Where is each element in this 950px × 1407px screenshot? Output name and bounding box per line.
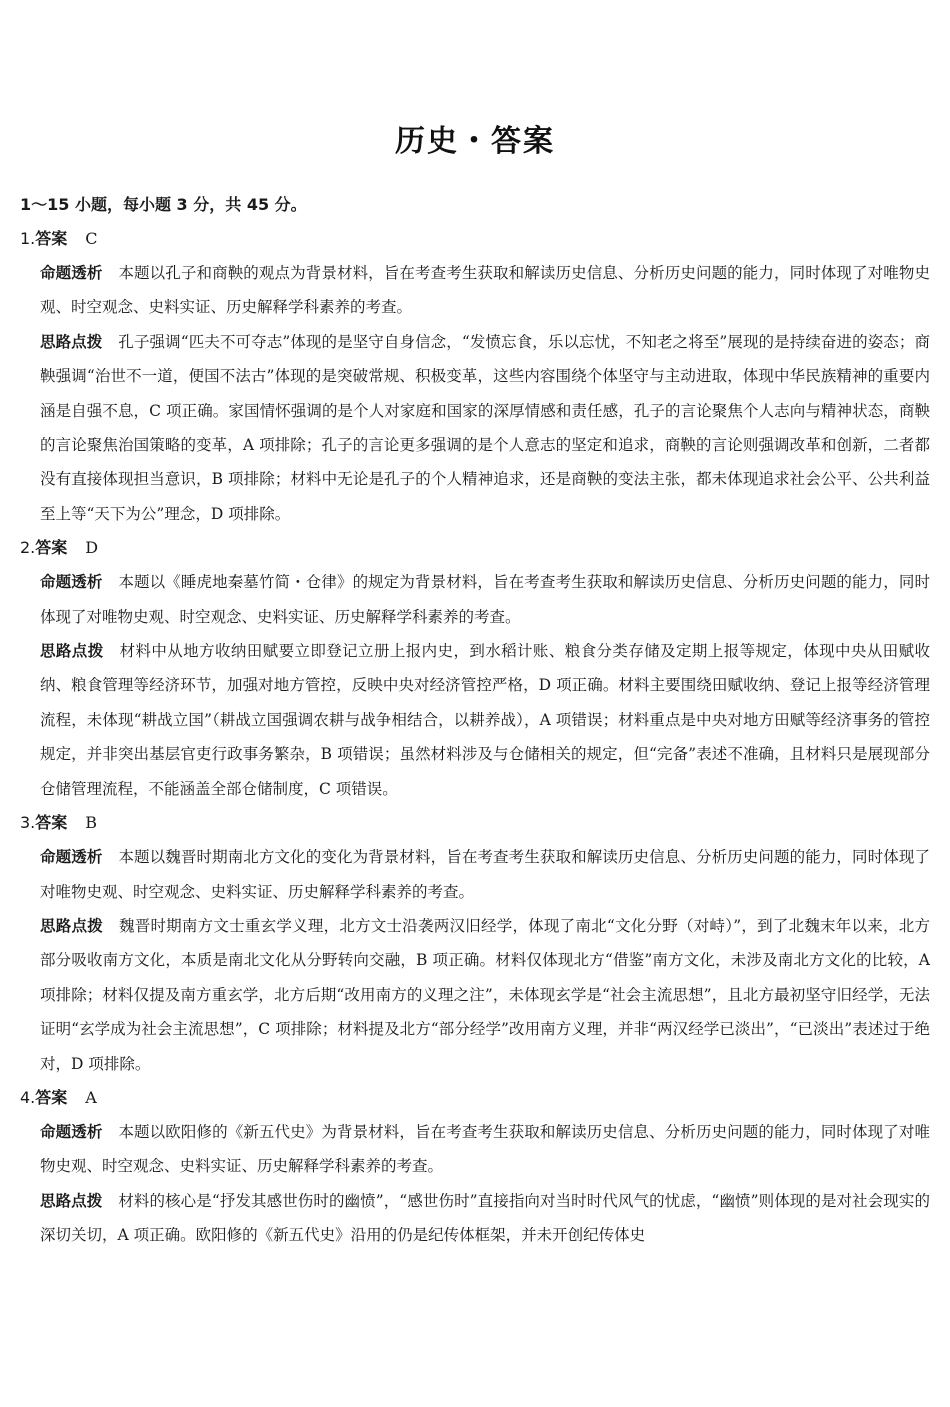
section-intro: 1～15 小题，每小题 3 分，共 45 分。: [20, 195, 307, 214]
tips-text: 孔子强调“匹夫不可夺志”体现的是坚守自身信念，“发愤忘食，乐以忘忧，不知老之将至”展现的是持续奋进的姿态；商鞅强调“治世不一道，便国不法古”体现的是突破常规、积极变革，这些内容围绕个体坚守与主动进取，体现中华民族精神的重要内涵是自强不息，C 项正确。家国情怀强调的是个人对家庭和国家的深厚情感和责任感，孔子的言论聚焦个人志向与精神状态，商鞅的言论聚焦治国策略的变革，A 项排除；孔子的言论更多强调的是个人意志的坚定和追求，商鞅的言论则强调改革和创新，二者都没有直接体现担当意识，B 项排除；材料中无论是孔子的个人精神追求，还是商鞅的变法主张，都未体现追求社会公平、公共利益至上等“天下为公”理念，D 项排除。: [40, 332, 930, 523]
answer-value: D: [85, 538, 99, 558]
tips-paragraph: [20, 325, 930, 531]
answer-label: 答案: [35, 229, 68, 248]
analysis-text: 本题以孔子和商鞅的观点为背景材料，旨在考查考生获取和解读历史信息、分析历史问题的能力，同时体现了对唯物史观、时空观念、史料实证、历史解释学科素养的考查。: [40, 264, 930, 317]
analysis-text: 本题以欧阳修的《新五代史》为背景材料，旨在考查考生获取和解读历史信息、分析历史问题的能力，同时体现了对唯物史观、时空观念、史料实证、历史解释学科素养的考查。: [40, 1122, 930, 1176]
analysis-label: 命题透析: [40, 573, 103, 592]
answer-label: 答案: [35, 1087, 68, 1107]
analysis-label: 命题透析: [40, 848, 103, 867]
tips-text: 魏晋时期南方文士重玄学义理，北方文士沿袭两汉旧经学，体现了南北“文化分野（对峙）”，到了北魏末年以来，北方部分吸收南方文化，本质是南北文化从分野转向交融，B 项正确。材料仅体现北方“借鉴”南方文化，未涉及南北方文化的比较，A 项排除；材料仅提及南方重玄学，北方后期“改用南方的义理之注”，未体现玄学是“社会主流思想”，且北方最初坚守旧经学，无法证明“玄学成为社会主流思想”，C 项排除；材料提及北方“部分经学”改用南方义理，并非“两汉经学已淡出”，“已淡出”表述过于绝对，D 项排除。: [40, 916, 930, 1073]
tips-paragraph: [20, 909, 930, 1081]
analysis-text: 本题以魏晋时期南北方文化的变化为背景材料，旨在考查考生获取和解读历史信息、分析历史问题的能力，同时体现了对唯物史观、时空观念、史料实证、历史解释学科素养的考查。: [40, 848, 930, 901]
tips-label: 思路点拨: [40, 1191, 103, 1210]
answer-value: C: [85, 229, 98, 248]
answer-list: [20, 222, 930, 1253]
tips-label: 思路点拨: [40, 642, 104, 661]
analysis-label: 命题透析: [40, 264, 103, 282]
question-number: 4.: [20, 1087, 36, 1107]
question-number: 2.: [20, 538, 36, 558]
analysis-paragraph: [20, 256, 930, 325]
analysis-text: 本题以《睡虎地秦墓竹简・仓律》的规定为背景材料，旨在考查考生获取和解读历史信息、分析历史问题的能力，同时体现了对唯物史观、时空观念、史料实证、历史解释学科素养的考查。: [40, 573, 930, 626]
question-number: 1.: [20, 229, 36, 248]
question-header: [20, 806, 930, 840]
tips-paragraph: [20, 1184, 930, 1253]
question-1: [20, 222, 930, 531]
tips-label: 思路点拨: [40, 916, 103, 935]
tips-text: 材料的核心是“抒发其感世伤时的幽愤”，“感世伤时”直接指向对当时时代风气的忧虑，“幽愤”则体现的是对社会现实的深切关切，A 项正确。欧阳修的《新五代史》沿用的仍是纪传体框架，并未开创纪传体史: [40, 1191, 930, 1245]
analysis-paragraph: [20, 840, 930, 909]
question-header: [20, 1081, 930, 1115]
question-3: [20, 806, 930, 1081]
tips-text: 材料中从地方收纳田赋要立即登记立册上报内史，到水稻计账、粮食分类存储及定期上报等规定，体现中央从田赋收纳、粮食管理等经济环节，加强对地方管控，反映中央对经济管控严格，D 项正确。材料主要围绕田赋收纳、登记上报等经济管理流程，未体现“耕战立国”（耕战立国强调农耕与战争相结合，以耕养战），A 项错误；材料重点是中央对地方田赋等经济事务的管控规定，并非突出基层官吏行政事务繁杂，B 项错误；虽然材料涉及与仓储相关的规定，但“完备”表述不准确，且材料只是展现部分仓储管理流程，不能涵盖全部仓储制度，C 项错误。: [40, 642, 930, 798]
question-4: [20, 1081, 930, 1253]
question-2: [20, 531, 930, 806]
analysis-paragraph: [20, 1115, 930, 1184]
question-number: 3.: [20, 813, 36, 833]
answer-value: B: [85, 813, 98, 833]
answer-label: 答案: [35, 538, 68, 558]
answer-label: 答案: [35, 813, 68, 833]
analysis-label: 命题透析: [40, 1122, 103, 1141]
question-header: [20, 531, 930, 565]
answer-value: A: [85, 1087, 97, 1107]
page-title: 历史・答案: [395, 124, 555, 159]
tips-label: 思路点拨: [40, 332, 103, 351]
analysis-paragraph: [20, 565, 930, 634]
tips-paragraph: [20, 634, 930, 806]
question-header: [20, 222, 930, 256]
